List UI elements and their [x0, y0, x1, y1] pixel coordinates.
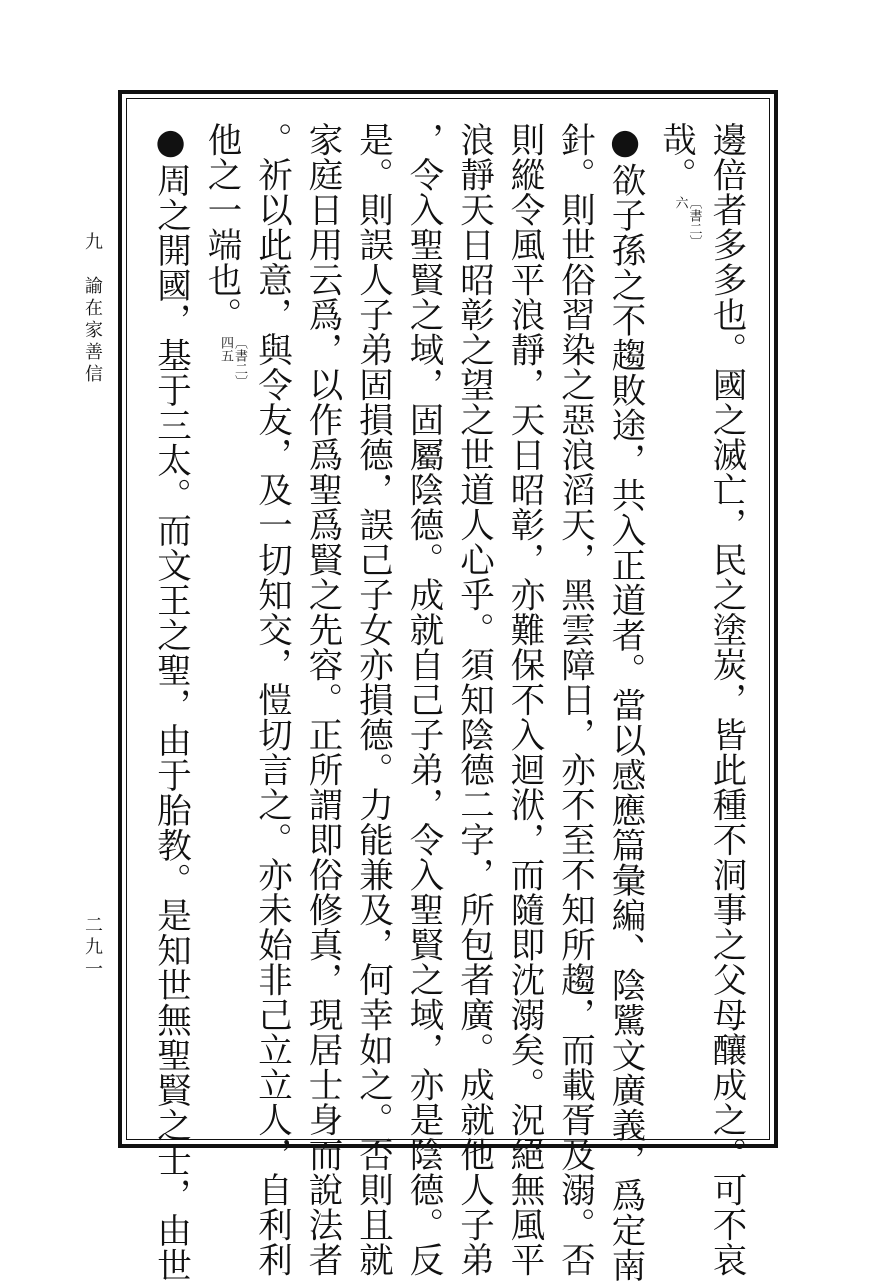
annotation-note-2: [218, 336, 246, 388]
text-column-9: 家庭日用云爲，以作爲聖爲賢之先容。正所謂即俗修真，現居士身而說法者: [302, 122, 342, 1277]
column-11-text: 他之一端也。: [201, 122, 241, 332]
text-column-4: 針。則世俗習染之惡浪滔天，黑雲障日，亦不至不知所趨，而載胥及溺。否: [554, 122, 595, 1277]
note-2-number: 四五: [218, 336, 233, 362]
text-column-8: 是。則誤人子弟固損德，誤己子女亦損德。力能兼及，何幸如之。否則且就: [352, 122, 393, 1277]
chapter-margin-title: 九 諭在家善信: [82, 232, 103, 386]
note-1-number: 六: [672, 196, 688, 209]
annotation-note-1: [673, 196, 701, 248]
main-text-body: [146, 122, 751, 1283]
note-2-source: 〔書二〕: [232, 336, 247, 388]
text-column-5: 則縱令風平浪靜，天日昭彰，亦難保不入迴洑，而隨即沈溺矣。況絕無風平: [504, 122, 544, 1277]
text-column-7: ，令入聖賢之域，固屬陰德。成就自己子弟，令入聖賢之域，亦是陰德。反: [403, 122, 443, 1277]
text-column-10: 。祈以此意，與令友，及一切知交，愷切言之。亦未始非己立立人，自利利: [251, 122, 292, 1277]
column-2-text: 哉。: [655, 122, 696, 192]
text-column-6: 浪靜天日昭彰之望之世道人心乎。須知陰德二字，所包者廣。成就他人子弟: [453, 122, 494, 1277]
text-column-1: 邊倍者多多也。國之滅亡，民之塗炭，皆此種不洞事之父母釀成之。可不哀: [706, 122, 746, 1277]
text-column-11: [196, 122, 247, 1122]
text-column-2: [650, 122, 701, 1122]
text-column-3: ●欲子孫之不趨敗途，共入正道者。當以感應篇彙編、陰騭文廣義，爲定南: [605, 122, 645, 1283]
page-number: 二九一: [82, 915, 103, 981]
note-1-source: 〔書二〕: [686, 196, 702, 248]
text-column-12: ●周之開國，基于三太。而文王之聖，由于胎教。是知世無聖賢之士，由世: [150, 122, 191, 1283]
